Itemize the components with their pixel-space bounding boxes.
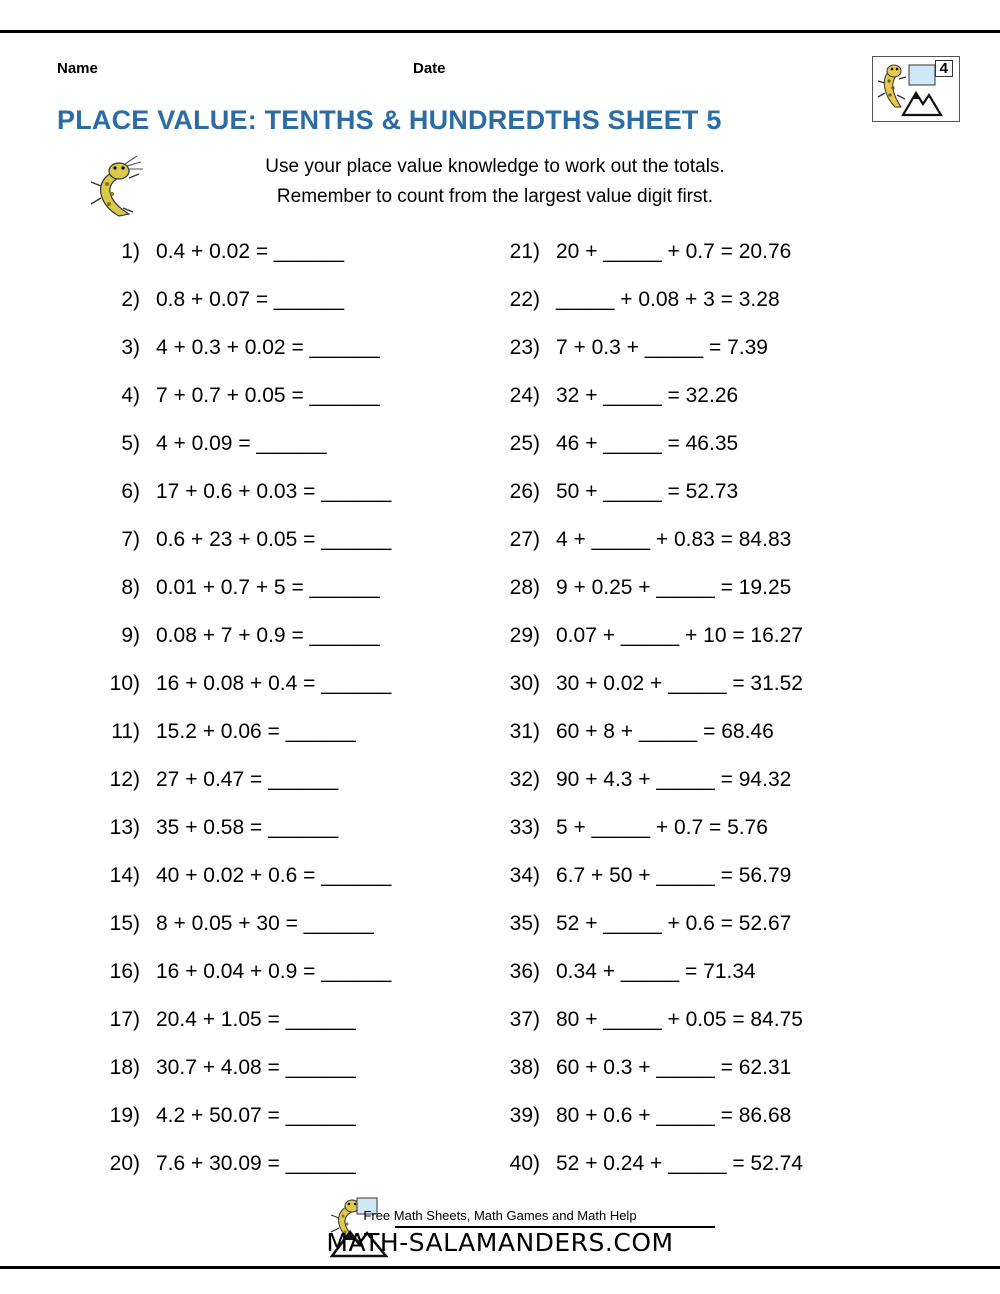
question-row xyxy=(500,384,930,432)
question-number: 33) xyxy=(509,816,540,839)
question-number: 30) xyxy=(509,672,540,695)
question-row xyxy=(500,1104,930,1152)
question-text: 8 + 0.05 + 30 = ______ xyxy=(156,912,374,935)
question-row xyxy=(100,720,520,768)
question-text: 52 + _____ + 0.6 = 52.67 xyxy=(556,912,792,935)
salamander-illustration xyxy=(85,152,163,220)
question-number: 35) xyxy=(509,912,540,935)
question-text: 7 + 0.3 + _____ = 7.39 xyxy=(556,336,768,359)
question-number: 18) xyxy=(109,1056,140,1079)
question-row xyxy=(500,912,930,960)
question-text: 30 + 0.02 + _____ = 31.52 xyxy=(556,672,803,695)
question-number: 24) xyxy=(509,384,540,407)
question-text: 60 + 8 + _____ = 68.46 xyxy=(556,720,774,743)
instruction-line-1: Use your place value knowledge to work out the totals. xyxy=(265,156,725,177)
question-row xyxy=(500,624,930,672)
question-number: 8) xyxy=(121,576,140,599)
question-text: 4 + 0.09 = ______ xyxy=(156,432,327,455)
question-number: 7) xyxy=(121,528,140,551)
question-number: 3) xyxy=(121,336,140,359)
question-number: 23) xyxy=(509,336,540,359)
question-row xyxy=(500,816,930,864)
footer-tagline: Free Math Sheets, Math Games and Math Help xyxy=(363,1208,637,1223)
question-number: 14) xyxy=(109,864,140,887)
question-number: 2) xyxy=(121,288,140,311)
question-text: 0.8 + 0.07 = ______ xyxy=(156,288,345,311)
question-text: 6.7 + 50 + _____ = 56.79 xyxy=(556,864,792,887)
question-number: 13) xyxy=(109,816,140,839)
question-text: 40 + 0.02 + 0.6 = ______ xyxy=(156,864,392,887)
grade-badge xyxy=(872,56,960,122)
instructions xyxy=(175,152,815,212)
question-number: 16) xyxy=(109,960,140,983)
question-number: 26) xyxy=(509,480,540,503)
question-row xyxy=(500,1008,930,1056)
question-text: 90 + 4.3 + _____ = 94.32 xyxy=(556,768,792,791)
instruction-line-2: Remember to count from the largest value digit first. xyxy=(276,186,714,207)
question-row xyxy=(100,864,520,912)
question-text: 7.6 + 30.09 = ______ xyxy=(156,1152,356,1175)
question-text: 32 + _____ = 32.26 xyxy=(556,384,739,407)
question-text: 52 + 0.24 + _____ = 52.74 xyxy=(556,1152,803,1175)
question-text: 30.7 + 4.08 = ______ xyxy=(156,1056,356,1079)
question-number: 10) xyxy=(109,672,140,695)
question-row xyxy=(100,816,520,864)
question-number: 34) xyxy=(509,864,540,887)
question-number: 38) xyxy=(509,1056,540,1079)
question-row xyxy=(100,768,520,816)
question-row xyxy=(500,1056,930,1104)
question-row xyxy=(100,528,520,576)
question-number: 29) xyxy=(509,624,540,647)
question-text: 16 + 0.08 + 0.4 = ______ xyxy=(156,672,392,695)
question-row xyxy=(500,576,930,624)
question-number: 39) xyxy=(509,1104,540,1127)
question-text: 0.34 + _____ = 71.34 xyxy=(556,960,756,983)
question-text: 17 + 0.6 + 0.03 = ______ xyxy=(156,480,392,503)
question-row xyxy=(100,1008,520,1056)
question-text: 20 + _____ + 0.7 = 20.76 xyxy=(556,240,792,263)
question-row xyxy=(100,240,520,288)
question-row xyxy=(100,960,520,1008)
question-text: 4 + 0.3 + 0.02 = ______ xyxy=(156,336,380,359)
footer-brand: MATH-SALAMANDERS.COM xyxy=(326,1228,674,1257)
question-number: 17) xyxy=(109,1008,140,1031)
question-row xyxy=(100,624,520,672)
question-text: 80 + 0.6 + _____ = 86.68 xyxy=(556,1104,792,1127)
question-text: 7 + 0.7 + 0.05 = ______ xyxy=(156,384,380,407)
question-number: 21) xyxy=(509,240,540,263)
question-number: 25) xyxy=(509,432,540,455)
question-number: 40) xyxy=(509,1152,540,1175)
question-row xyxy=(100,432,520,480)
question-row xyxy=(500,432,930,480)
question-number: 15) xyxy=(109,912,140,935)
question-number: 36) xyxy=(509,960,540,983)
question-row xyxy=(500,864,930,912)
question-text: 27 + 0.47 = ______ xyxy=(156,768,339,791)
question-row xyxy=(100,288,520,336)
question-row xyxy=(500,240,930,288)
question-text: 0.6 + 23 + 0.05 = ______ xyxy=(156,528,392,551)
question-row xyxy=(500,720,930,768)
question-row xyxy=(100,384,520,432)
question-text: 16 + 0.04 + 0.9 = ______ xyxy=(156,960,392,983)
question-text: 0.08 + 7 + 0.9 = ______ xyxy=(156,624,380,647)
question-number: 6) xyxy=(121,480,140,503)
question-number: 28) xyxy=(509,576,540,599)
question-number: 9) xyxy=(121,624,140,647)
question-number: 11) xyxy=(111,720,140,743)
question-text: 15.2 + 0.06 = ______ xyxy=(156,720,356,743)
top-divider xyxy=(0,30,1000,33)
name-label: Name xyxy=(57,60,98,77)
question-number: 1) xyxy=(121,240,140,263)
question-text: 0.4 + 0.02 = ______ xyxy=(156,240,345,263)
grade-number: 4 xyxy=(935,60,953,77)
question-row xyxy=(500,672,930,720)
question-number: 27) xyxy=(509,528,540,551)
question-row xyxy=(500,336,930,384)
bottom-divider xyxy=(0,1266,1000,1269)
question-row xyxy=(500,480,930,528)
question-row xyxy=(100,1056,520,1104)
question-row xyxy=(100,1152,520,1200)
question-row xyxy=(500,1152,930,1200)
question-text: 20.4 + 1.05 = ______ xyxy=(156,1008,356,1031)
question-number: 12) xyxy=(109,768,140,791)
question-text: 35 + 0.58 = ______ xyxy=(156,816,339,839)
question-row xyxy=(500,288,930,336)
question-number: 31) xyxy=(509,720,540,743)
question-text: 5 + _____ + 0.7 = 5.76 xyxy=(556,816,768,839)
questions-column-left xyxy=(100,240,520,1200)
question-row xyxy=(100,336,520,384)
questions-column-right xyxy=(500,240,930,1200)
question-text: _____ + 0.08 + 3 = 3.28 xyxy=(556,288,780,311)
question-row xyxy=(100,912,520,960)
question-text: 46 + _____ = 46.35 xyxy=(556,432,739,455)
question-row xyxy=(500,768,930,816)
question-text: 0.01 + 0.7 + 5 = ______ xyxy=(156,576,380,599)
question-text: 4 + _____ + 0.83 = 84.83 xyxy=(556,528,792,551)
question-text: 0.07 + _____ + 10 = 16.27 xyxy=(556,624,803,647)
question-text: 9 + 0.25 + _____ = 19.25 xyxy=(556,576,792,599)
question-number: 4) xyxy=(121,384,140,407)
question-row xyxy=(100,672,520,720)
question-text: 80 + _____ + 0.05 = 84.75 xyxy=(556,1008,803,1031)
question-number: 20) xyxy=(109,1152,140,1175)
question-row xyxy=(100,1104,520,1152)
question-number: 19) xyxy=(109,1104,140,1127)
question-text: 50 + _____ = 52.73 xyxy=(556,480,739,503)
question-number: 32) xyxy=(509,768,540,791)
question-number: 5) xyxy=(121,432,140,455)
question-row xyxy=(500,528,930,576)
question-row xyxy=(500,960,930,1008)
question-number: 37) xyxy=(509,1008,540,1031)
question-text: 4.2 + 50.07 = ______ xyxy=(156,1104,356,1127)
question-number: 22) xyxy=(509,288,540,311)
question-text: 60 + 0.3 + _____ = 62.31 xyxy=(556,1056,792,1079)
question-row xyxy=(100,480,520,528)
page-title: PLACE VALUE: TENTHS & HUNDREDTHS SHEET 5 xyxy=(57,105,722,135)
date-label: Date xyxy=(413,60,446,77)
question-row xyxy=(100,576,520,624)
